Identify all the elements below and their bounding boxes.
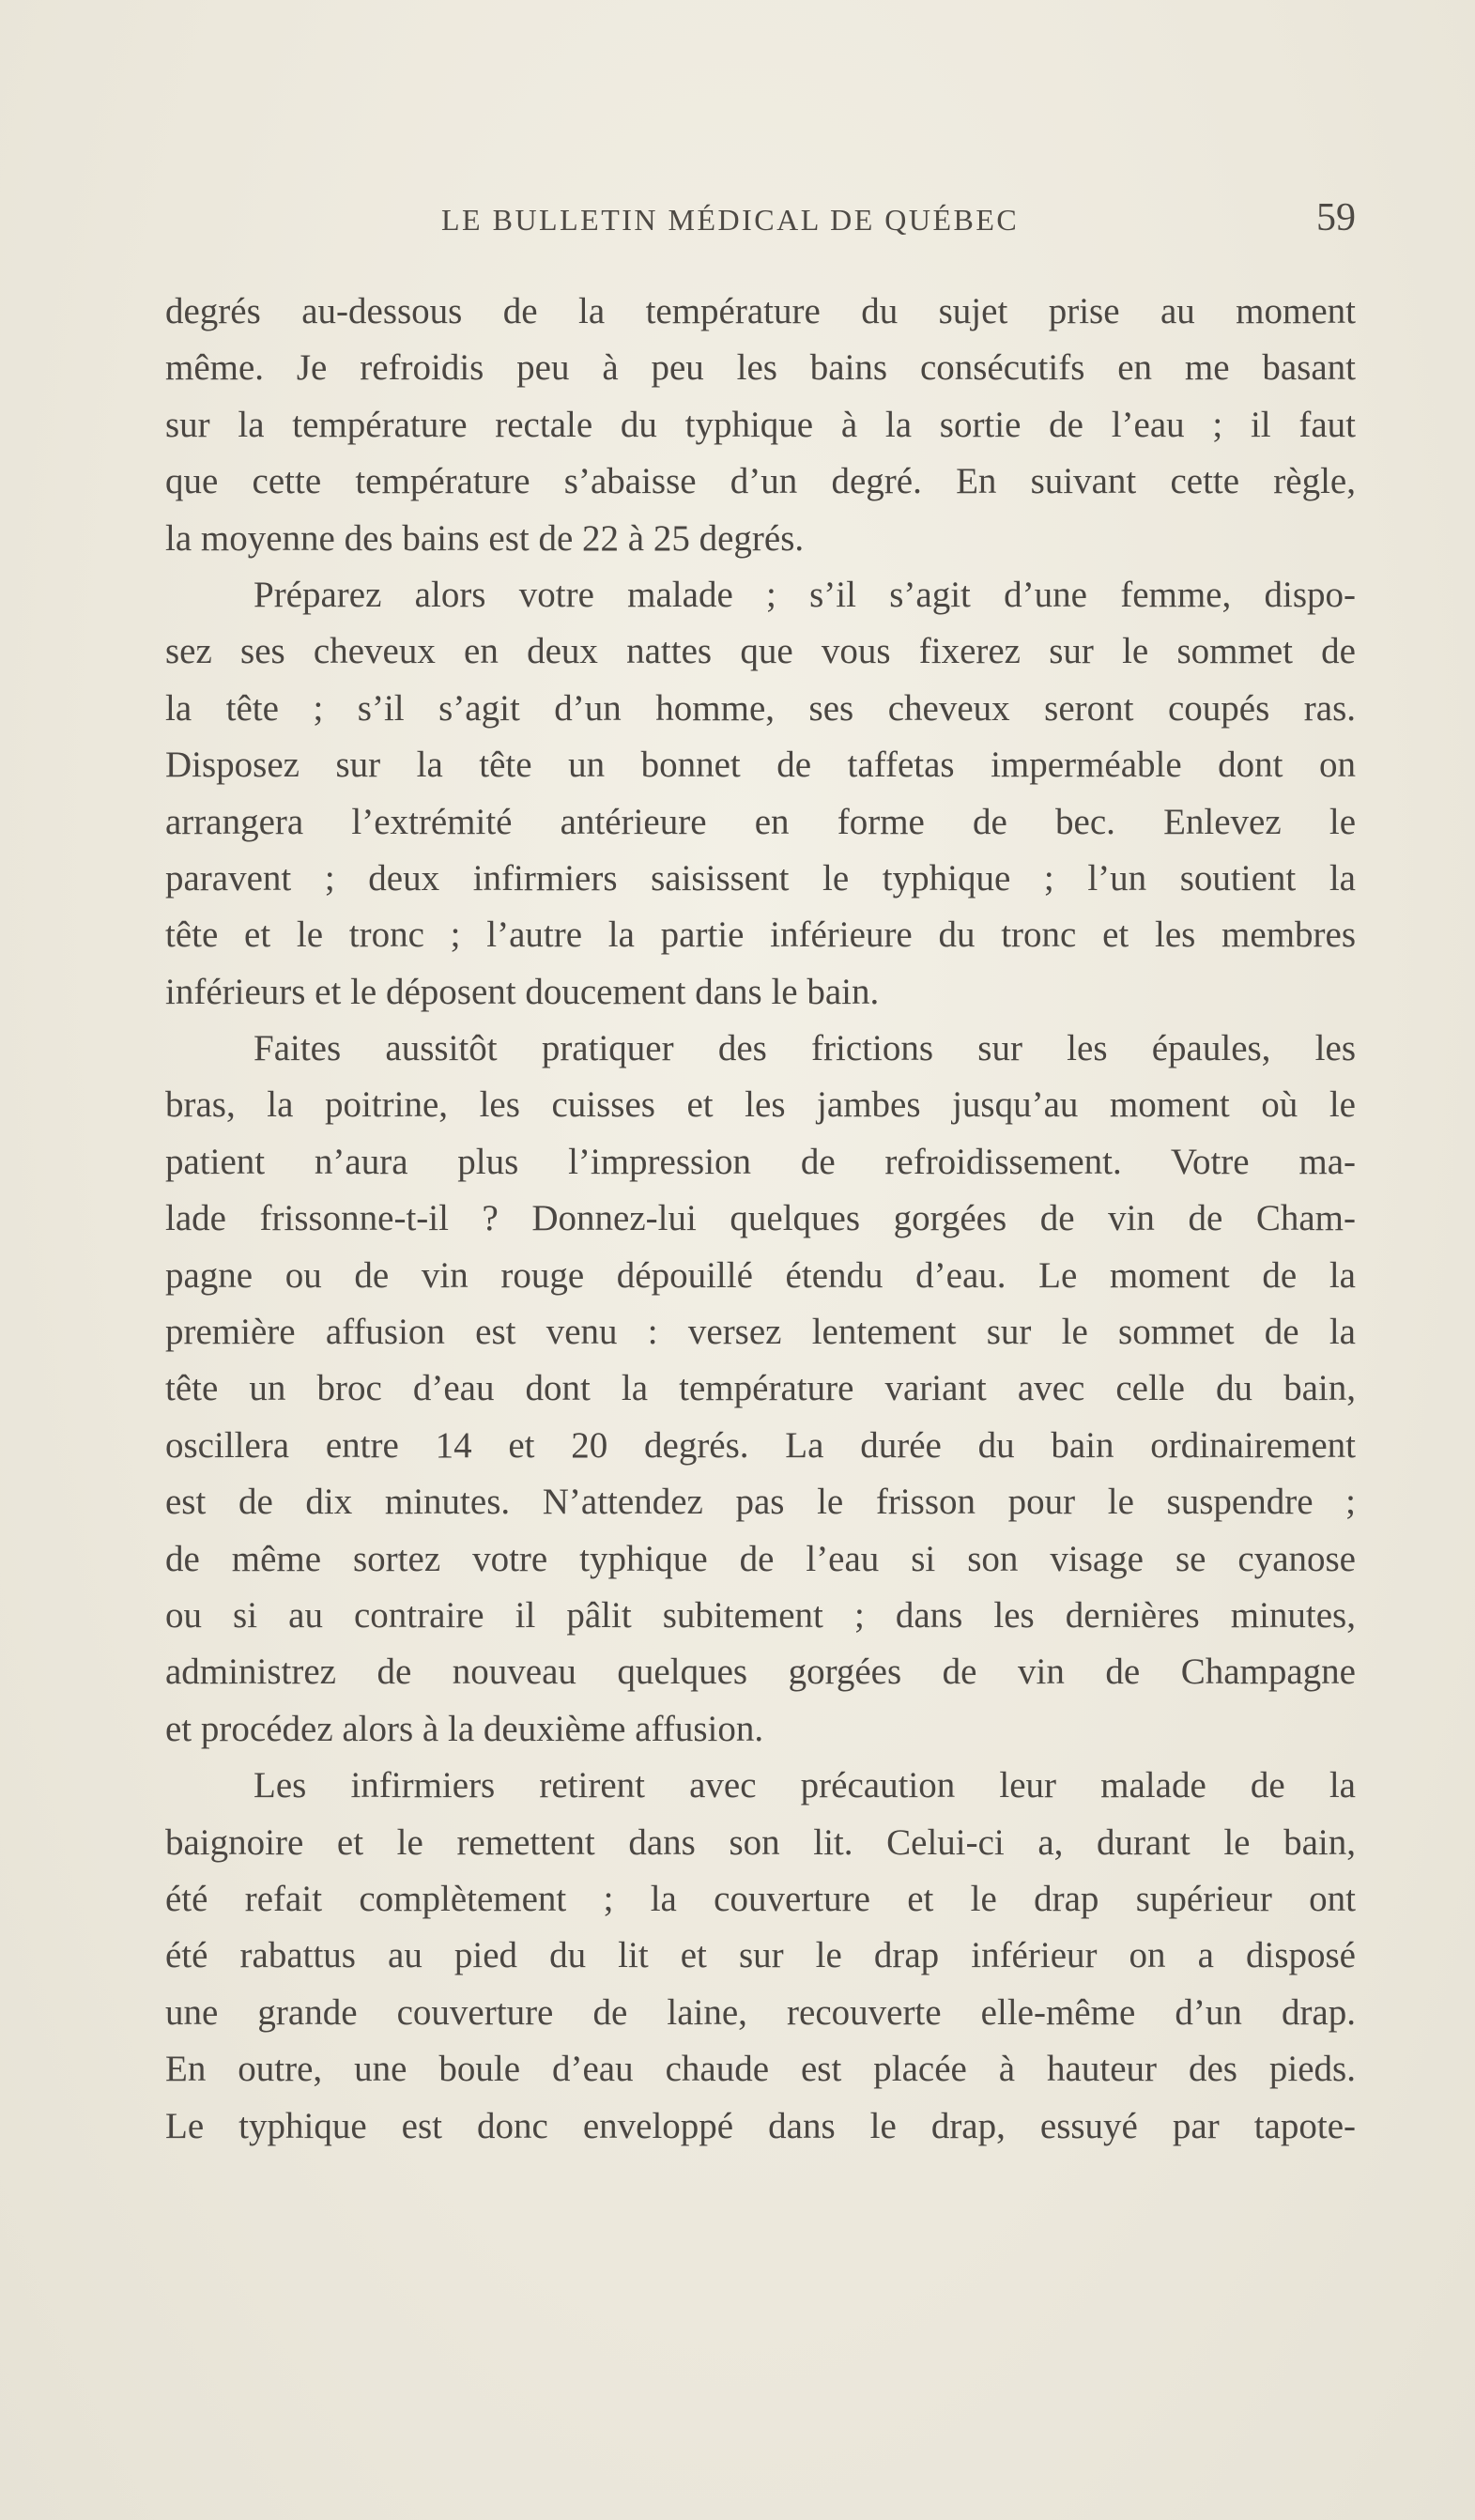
text-line: Faites aussitôt pratiquer des frictions sur les épaules, les — [254, 1028, 1356, 1069]
paragraph — [165, 1758, 1356, 2155]
paragraph — [165, 284, 1356, 567]
page-number: 59 — [1316, 196, 1356, 239]
text-line: pagne ou de vin rouge dépouillé étendu d’eau. Le moment de la — [165, 1254, 1356, 1296]
text-line: arrangera l’extrémité antérieure en forme de bec. Enlevez le — [165, 801, 1356, 842]
text-line: ou si au contraire il pâlit subitement ; dans les dernières minutes, — [165, 1594, 1356, 1636]
paragraph — [165, 1021, 1356, 1758]
text-line: baignoire et le remettent dans son lit. Celui-ci a, durant le bain, — [165, 1821, 1356, 1863]
text-line: bras, la poitrine, les cuisses et les jambes jusqu’au moment où le — [165, 1084, 1356, 1126]
text-line: été rabattus au pied du lit et sur le drap inférieur on a disposé — [165, 1935, 1356, 1976]
paragraph — [165, 567, 1356, 1021]
text-line: la tête ; s’il s’agit d’un homme, ses cheveux seront coupés ras. — [165, 687, 1356, 729]
text-line: même. Je refroidis peu à peu les bains consécutifs en me basant — [165, 347, 1356, 389]
text-line: que cette température s’abaisse d’un degré. En suivant cette règle, — [165, 461, 1356, 502]
text-line: été refait complètement ; la couverture et le drap supérieur ont — [165, 1878, 1356, 1919]
text-line: tête un broc d’eau dont la température variant avec celle du bain, — [165, 1368, 1356, 1409]
text-line: première affusion est venu : versez lentement sur le sommet de la — [165, 1312, 1356, 1353]
body-text — [165, 284, 1356, 2155]
text-line: Les infirmiers retirent avec précaution leur malade de la — [254, 1765, 1356, 1806]
text-line: Préparez alors votre malade ; s’il s’agit d’une femme, dispo- — [254, 574, 1356, 615]
text-line: inférieurs et le déposent doucement dans le bain. — [165, 971, 880, 1012]
running-head — [165, 195, 1356, 252]
text-line: Disposez sur la tête un bonnet de taffetas imperméable dont on — [165, 745, 1356, 786]
text-line: la moyenne des bains est de 22 à 25 degrés. — [165, 517, 805, 559]
text-line: une grande couverture de laine, recouverte elle-même d’un drap. — [165, 1991, 1356, 2033]
text-line: et procédez alors à la deuxième affusion. — [165, 1708, 764, 1749]
text-line: Le typhique est donc enveloppé dans le drap, essuyé par tapote- — [165, 2105, 1356, 2146]
text-line: paravent ; deux infirmiers saisissent le typhique ; l’un soutient la — [165, 857, 1356, 899]
text-line: est de dix minutes. N’attendez pas le frisson pour le suspendre ; — [165, 1482, 1356, 1523]
text-line: degrés au-dessous de la température du sujet prise au moment — [165, 291, 1356, 331]
text-line: sur la température rectale du typhique à la sortie de l’eau ; il faut — [165, 404, 1356, 445]
text-line: patient n’aura plus l’impression de refroidissement. Votre ma- — [165, 1141, 1356, 1182]
text-line: de même sortez votre typhique de l’eau si son visage se cyanose — [165, 1538, 1356, 1579]
text-line: tête et le tronc ; l’autre la partie inférieure du tronc et les membres — [165, 914, 1356, 956]
text-line: En outre, une boule d’eau chaude est placée à hauteur des pieds. — [165, 2049, 1356, 2090]
text-line: oscillera entre 14 et 20 degrés. La durée du bain ordinairement — [165, 1424, 1356, 1466]
text-line: sez ses cheveux en deux nattes que vous fixerez sur le sommet de — [165, 631, 1356, 672]
running-title: LE BULLETIN MÉDICAL DE QUÉBEC — [441, 203, 1020, 237]
text-line: administrez de nouveau quelques gorgées de vin de Champagne — [165, 1652, 1356, 1693]
text-line: lade frissonne-t-il ? Donnez-lui quelques gorgées de vin de Cham- — [165, 1198, 1356, 1239]
